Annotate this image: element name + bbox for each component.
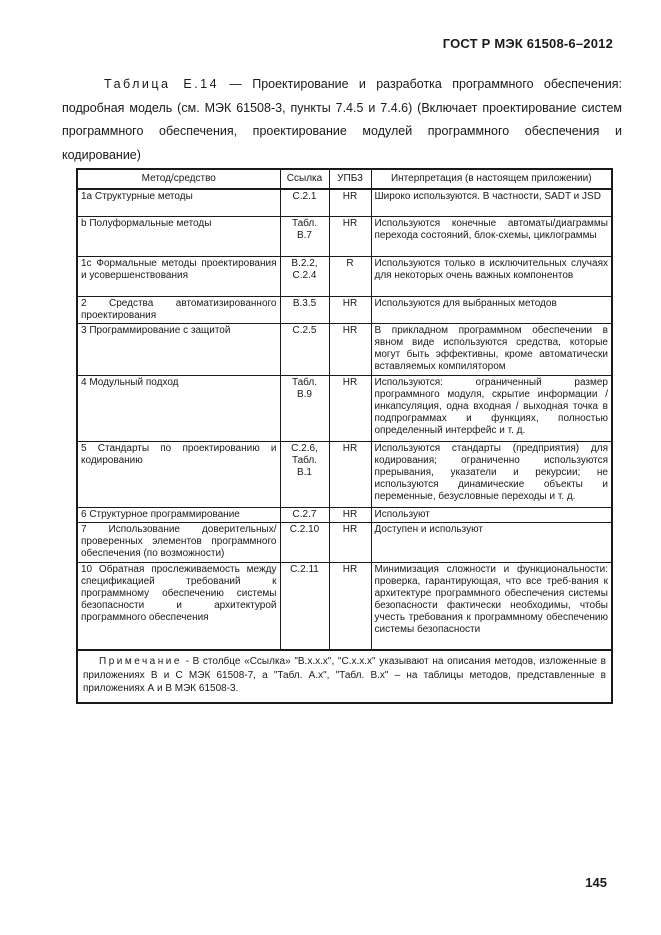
sil-cell: HR xyxy=(329,522,371,562)
table-header-row xyxy=(77,169,612,189)
table-row xyxy=(77,562,612,650)
table-note-row xyxy=(77,650,612,703)
interpretation-cell: Используются конечные автоматы/диаграммы перехода состояний, блок-схемы, циклограммы xyxy=(371,216,612,256)
table-row xyxy=(77,441,612,507)
interpretation-cell: Доступен и используют xyxy=(371,522,612,562)
method-cell: 3 Программирование с защитой xyxy=(77,323,280,375)
column-header-sil: УПБ3 xyxy=(329,169,371,189)
method-cell: 1а Структурные методы xyxy=(77,189,280,216)
sil-cell: HR xyxy=(329,375,371,441)
table-row xyxy=(77,522,612,562)
sil-cell: HR xyxy=(329,216,371,256)
sil-cell: HR xyxy=(329,441,371,507)
method-cell: 2 Средства автоматизированного проектирования xyxy=(77,296,280,323)
document-code: ГОСТ Р МЭК 61508-6–2012 xyxy=(442,36,613,51)
sil-cell: HR xyxy=(329,323,371,375)
sil-cell: HR xyxy=(329,562,371,650)
interpretation-cell: Используются: ограниченный размер программного модуля, скрытие информации / инкапсуляция, одна входная / выходная точка в подпрограммах и функциях, полностью определенный интерфейс и т. д. xyxy=(371,375,612,441)
method-cell: 10 Обратная прослеживаемость между спецификацией требований к программному обеспечению системы безопасности и архитектурой программного обеспечения xyxy=(77,562,280,650)
interpretation-cell: Используются для выбранных методов xyxy=(371,296,612,323)
table-caption xyxy=(62,73,622,167)
column-header-method: Метод/средство xyxy=(77,169,280,189)
reference-cell: В.2.2, С.2.4 xyxy=(280,256,329,296)
method-cell: 4 Модульный подход xyxy=(77,375,280,441)
interpretation-cell: Широко используются. В частности, SADT и JSD xyxy=(371,189,612,216)
method-cell: 7 Использование доверительных/проверенных элементов программного обеспечения (по возможности) xyxy=(77,522,280,562)
caption-label: Таблица Е.14 xyxy=(104,77,220,91)
caption-text: — Проектирование и разработка программного обеспечения: подробная модель (см. МЭК 61508-3, пункты 7.4.5 и 7.4.6) (Включает проектирование систем программного обеспечения, проектирование модулей программного обеспечения и кодирование) xyxy=(62,77,623,162)
methods-table xyxy=(76,168,613,704)
sil-cell: R xyxy=(329,256,371,296)
reference-cell: С.2.10 xyxy=(280,522,329,562)
table-row xyxy=(77,256,612,296)
reference-cell: С.2.5 xyxy=(280,323,329,375)
table-row xyxy=(77,296,612,323)
page-number: 145 xyxy=(585,875,607,890)
reference-cell: Табл. В.7 xyxy=(280,216,329,256)
reference-cell: С.2.1 xyxy=(280,189,329,216)
method-cell: b Полуформальные методы xyxy=(77,216,280,256)
reference-cell: С.2.6, Табл. В.1 xyxy=(280,441,329,507)
table-row xyxy=(77,375,612,441)
table-row xyxy=(77,323,612,375)
interpretation-cell: Используются только в исключительных случаях для некоторых очень важных компонентов xyxy=(371,256,612,296)
interpretation-cell: Минимизация сложности и функциональности: проверка, гарантирующая, что все треб-вания к архитектуре программного обеспечения системы безопасности фактически необходимы, чтобы учесть требования к программному обеспечению системы безопасности xyxy=(371,562,612,650)
method-cell: 6 Структурное программирование xyxy=(77,507,280,522)
method-cell: 1с Формальные методы проектирования и усовершенствования xyxy=(77,256,280,296)
reference-cell: С.2.11 xyxy=(280,562,329,650)
table-row xyxy=(77,507,612,522)
note-label: Примечание xyxy=(99,656,182,667)
sil-cell: HR xyxy=(329,507,371,522)
method-cell: 5 Стандарты по проектированию и кодированию xyxy=(77,441,280,507)
reference-cell: В.3.5 xyxy=(280,296,329,323)
interpretation-cell: Используются стандарты (предприятия) для кодирования; ограниченно используются прерывания, указатели и рекурсии; не используются динамические объекты и переменные, безусловные переходы и т. д. xyxy=(371,441,612,507)
sil-cell: HR xyxy=(329,189,371,216)
table-row xyxy=(77,189,612,216)
sil-cell: HR xyxy=(329,296,371,323)
column-header-reference: Ссылка xyxy=(280,169,329,189)
table-note xyxy=(77,650,612,703)
reference-cell: С.2.7 xyxy=(280,507,329,522)
interpretation-cell: В прикладном программном обеспечении в явном виде используются средства, которые могут быть эффективны, кроме автоматически вставляемых компилятором xyxy=(371,323,612,375)
reference-cell: Табл. В.9 xyxy=(280,375,329,441)
table-row xyxy=(77,216,612,256)
note-text: - В столбце «Ссылка» "В.х.х.х", "С.х.х.х" указывают на описания методов, изложенные в приложениях В и С МЭК 61508-7, а "Табл. А.х", "Табл. В.х" – на таблицы методов, представленные в приложениях А и В МЭК 61508-3. xyxy=(83,656,606,694)
column-header-interpretation: Интерпретация (в настоящем приложении) xyxy=(371,169,612,189)
interpretation-cell: Используют xyxy=(371,507,612,522)
